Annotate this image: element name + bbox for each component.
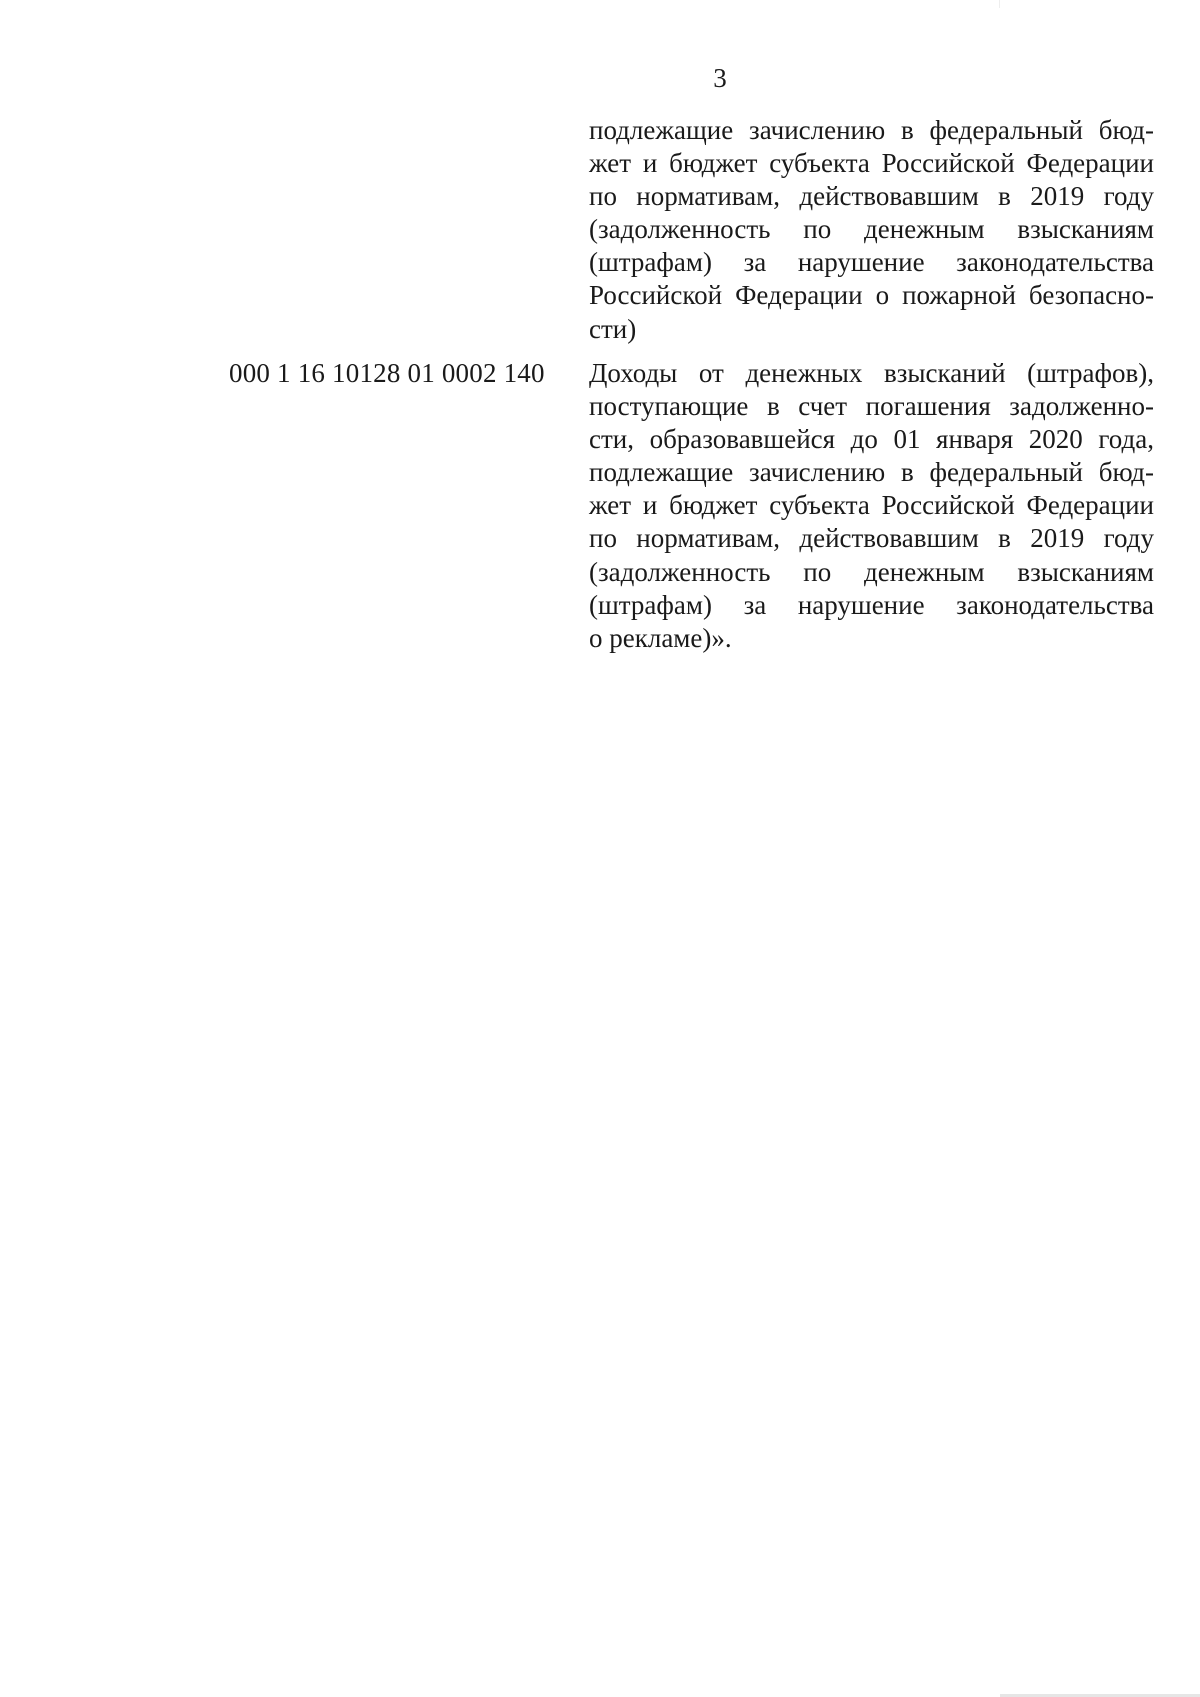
text-line: сти) [589, 313, 637, 344]
scan-artifact [999, 0, 1000, 8]
budget-classification-code: 000 1 16 10128 01 0002 140 [229, 358, 545, 388]
text-line: поступающие в счет погашения задолженно- [589, 391, 1154, 422]
text-line: по нормативам, действовавшим в 2019 году [589, 181, 1154, 212]
text-line: подлежащие зачислению в федеральный бюд- [589, 457, 1154, 488]
text-line: (штрафам) за нарушение законодательства [589, 589, 1154, 620]
text-line: жет и бюджет субъекта Российской Федерации [589, 490, 1154, 521]
page-number: 3 [713, 63, 727, 93]
text-line: жет и бюджет субъекта Российской Федерации [589, 148, 1154, 179]
text-line: сти, образовавшейся до 01 января 2020 года, [589, 424, 1154, 455]
text-line: о рекламе)». [589, 622, 732, 653]
text-line: (штрафам) за нарушение законодательства [589, 247, 1154, 278]
income-description [589, 357, 1154, 655]
text-line: Доходы от денежных взысканий (штрафов), [589, 358, 1154, 388]
text-line: (задолженность по денежным взысканиям [589, 556, 1154, 587]
text-line: подлежащие зачислению в федеральный бюд- [589, 115, 1154, 145]
text-line: (задолженность по денежным взысканиям [589, 214, 1154, 245]
text-line: Российской Федерации о пожарной безопасно- [589, 280, 1154, 311]
text-line: по нормативам, действовавшим в 2019 году [589, 523, 1154, 554]
continued-description [589, 114, 1154, 346]
